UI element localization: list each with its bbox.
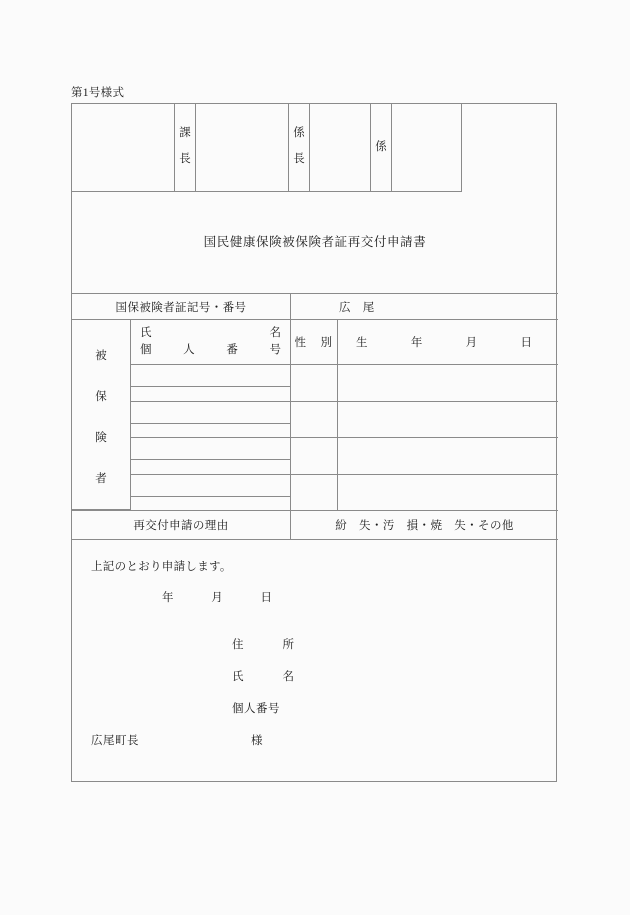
insured-label-char-2: 保 [95,390,107,403]
declaration-statement: 上記のとおり申請します。 [91,561,232,573]
table-row [131,401,558,438]
stamp-label-kakaricho-char-1: 係 [293,126,305,139]
header-name [140,325,281,342]
addressee-title: 広尾町長 [91,735,139,747]
reason-row [72,510,558,540]
cell-sex[interactable] [291,438,338,474]
field-address[interactable] [232,636,294,668]
addressee-honorific: 様 [251,735,263,747]
field-address-label-right: 所 [282,639,294,651]
header-name-right: 名 [269,327,281,340]
stamp-label-kakaricho [288,104,310,192]
field-name-label-left: 氏 [232,671,244,683]
form-number-label: 第1号様式 [71,87,125,99]
insured-label-char-3: 険 [95,432,107,445]
header-pnum-char-4: 号 [269,344,281,356]
header-sex: 性 別 [291,320,338,364]
insurance-number-label: 国保被険者証記号・番号 [72,294,291,319]
name-number-divider [131,459,291,460]
insurance-number-value[interactable]: 広 尾 [339,301,375,314]
reason-label: 再交付申請の理由 [72,511,291,539]
table-row [131,437,558,474]
cell-sex[interactable] [291,402,338,438]
header-dob-char-1: 生 [356,337,368,349]
insured-label-char-1: 被 [95,349,107,362]
field-personal-number[interactable] [232,700,294,732]
header-dob-char-4: 日 [520,337,532,349]
insured-label-char-4: 者 [95,473,107,486]
table-row [131,474,558,511]
header-name-left: 氏 [140,327,152,340]
stamp-label-kakaricho-char-2: 長 [293,152,305,165]
insured-table-body [131,364,558,510]
field-name-label-right: 名 [282,671,294,683]
form-outer-frame [71,103,557,782]
cell-name-and-number[interactable] [131,402,291,438]
stamp-box-kakari[interactable] [392,104,461,192]
document-title: 国民健康保険被保険者証再交付申請書 [203,235,427,249]
header-dob-char-2: 年 [410,337,423,349]
reason-options[interactable]: 紛 失・汚 損・焼 失・その他 [335,520,514,532]
declaration-date-year: 年 [162,592,174,604]
cell-name-and-number[interactable] [131,438,291,474]
cell-date-of-birth[interactable] [338,438,558,474]
cell-name-and-number[interactable] [131,365,291,401]
stamp-box-kacho[interactable] [196,104,288,192]
header-date-of-birth [338,320,558,364]
stamp-label-kacho-char-1: 課 [179,126,191,139]
header-dob-char-3: 月 [465,337,478,349]
header-pnum-char-3: 番 [226,344,238,356]
name-number-divider [131,386,291,387]
header-pnum-char-2: 人 [183,344,195,356]
insured-vertical-label [72,320,131,510]
declaration-date[interactable] [162,589,272,605]
stamp-label-kakari [370,104,392,192]
cell-date-of-birth[interactable] [338,402,558,438]
stamp-label-kakari-char-1: 係 [375,140,387,153]
insured-table-header [131,320,558,364]
declaration-date-month: 月 [211,592,223,604]
field-address-label-left: 住 [232,639,244,651]
field-name[interactable] [232,668,294,700]
stamp-box-kakaricho[interactable] [310,104,370,192]
stamp-label-kacho [174,104,196,192]
cell-sex[interactable] [291,365,338,401]
header-pnum-char-1: 個 [140,344,152,356]
name-number-divider [131,423,291,424]
stamp-label-kacho-char-2: 長 [179,152,191,165]
cell-sex[interactable] [291,475,338,511]
header-personal-number [140,342,281,359]
table-row [131,364,558,401]
name-number-divider [131,496,291,497]
insurance-number-row [72,293,558,320]
cell-date-of-birth[interactable] [338,365,558,401]
cell-date-of-birth[interactable] [338,475,558,511]
stamp-blank-cell-trailing [461,104,558,192]
cell-name-and-number[interactable] [131,475,291,511]
approval-stamp-row [72,104,558,192]
field-personal-number-label: 個人番号 [232,703,280,715]
insured-person-table [72,320,558,510]
declaration-date-day: 日 [260,592,272,604]
header-name-and-number [131,320,291,364]
stamp-blank-cell-0 [72,104,174,192]
declaration-fields [232,636,294,732]
declaration-section [72,540,558,782]
